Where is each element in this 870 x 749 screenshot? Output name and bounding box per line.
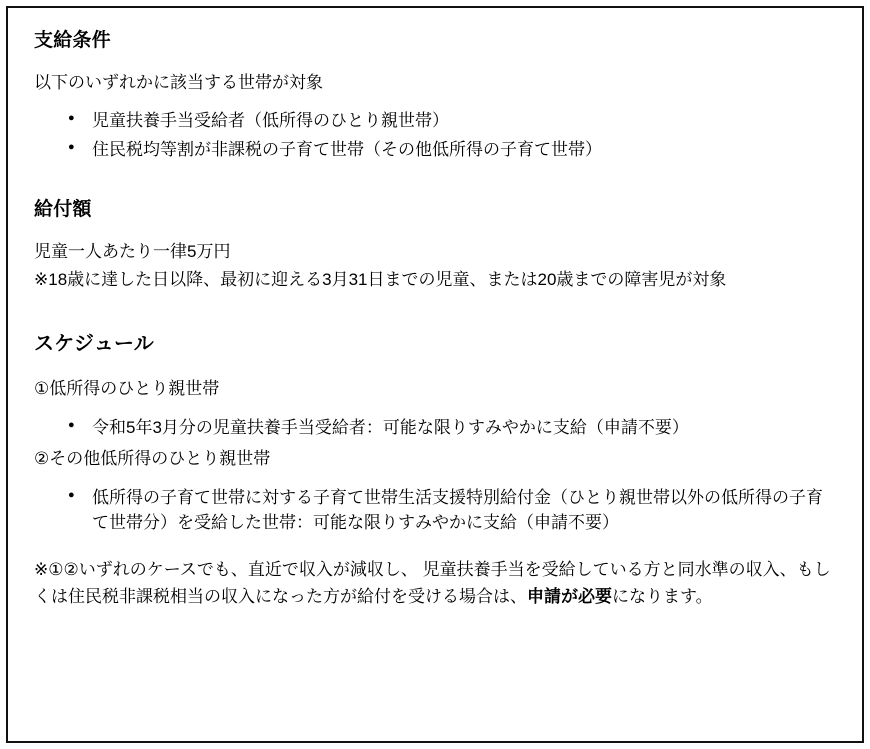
schedule-footnote [34,556,836,610]
schedule-item-1-bullet-list [34,415,836,441]
document-content [8,8,862,620]
list-item: ● 住民税均等割が非課税の子育て世帯（その他低所得の子育て世帯） [68,137,836,163]
list-item: ● 令和5年3月分の児童扶養手当受給者：可能な限りすみやかに支給（申請不要） [68,415,836,441]
schedule-item-2-label: ②その他低所得のひとり親世帯 [34,449,271,469]
eligibility-bullet-list [34,108,836,163]
section-heading-eligibility: 支給条件 [34,30,111,51]
footnote-lead-text: ※①②いずれのケースでも、直近で収入が減収し、 児童扶養手当を受給している方と同水準の収入、もしくは住民税非課税相当の収入になった方が給付を受ける場合は、 [34,559,831,606]
amount-line-1: 児童一人あたり一律5万円 [34,241,231,261]
footnote-tail-text: になります。 [612,586,713,606]
document-frame [6,6,864,743]
section-heading-schedule: スケジュール [34,333,154,356]
schedule-item-2-bullet-list [34,485,836,536]
list-item: ● 児童扶養手当受給者（低所得のひとり親世帯） [68,108,836,134]
section-heading-amount: 給付額 [34,198,92,220]
footnote-emphasis-text: 申請が必要 [527,586,612,606]
amount-line-2: ※18歳に達した日以降、最初に迎える3月31日までの児童、または20歳までの障害児が対象 [34,269,727,289]
list-item: ● 低所得の子育て世帯に対する子育て世帯生活支援特別給付金（ひとり親世帯以外の低所得の子育て世帯分）を受給した世帯：可能な限りすみやかに支給（申請不要） [68,485,836,536]
eligibility-intro: 以下のいずれかに該当する世帯が対象 [34,72,323,92]
schedule-item-1-label: ①低所得のひとり親世帯 [34,379,220,399]
